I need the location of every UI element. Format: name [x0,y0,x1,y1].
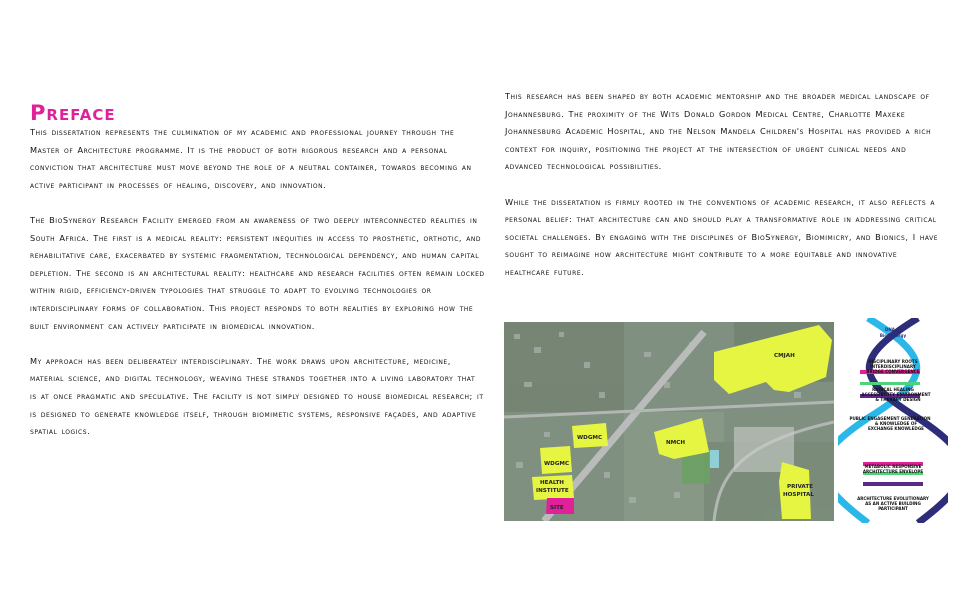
preface-paragraph: This research has been shaped by both academic mentorship and the broader medical landscape of Johannesburg. The proximity of the Wits Donald Gordon Medical Centre, Charlotte Maxeke Johannesburg Academic Hospital, and the Nelson Mandela Children's Hospital has provided a rich context for inquiry, positioning the project at the intersection of urgent clinical needs and advanced technological possibilities. [505,91,932,172]
dna-item-text: AS AN ACTIVE BUILDING [865,501,921,506]
dna-item-text: ARCHITECTURE ENVELOPE [862,469,924,474]
dna-item-text: RADICAL HEALING [872,387,914,392]
aerial-map-image [504,322,834,521]
dna-helix-graphic [838,318,948,523]
dna-item-text: EXCHANGE KNOWLEDGE [868,426,924,431]
dna-item-text: & THERAPY DESIGN [875,397,921,402]
cmjah-label: CMJAH [774,353,795,359]
dna-item-text: PARTICIPANT [878,506,908,511]
private-hospital-zone [779,462,811,519]
dna-item-text: ACCESSIBILITY ENVIRONMENT [861,392,931,397]
dna-title: BioSynergy [879,333,907,338]
dna-item-text: BRIDGE CONVERGENCE [866,369,920,374]
dna-title: DNA of [884,327,902,332]
dna-item-text: PUBLIC ENGAGEMENT GENERATION [849,416,931,421]
preface-left-column [30,124,485,458]
wdgmc-side-zone [540,446,572,474]
dna-biosynergy-diagram [838,318,948,523]
site-context-map [504,322,834,521]
private-hospital-label: PRIVATE [787,484,813,490]
dna-item-text: METABOLIC RESPONSIVE [864,464,922,469]
preface-paragraph: The BioSynergy Research Facility emerged from an awareness of two deeply interconnected realities in South Africa. The first is a medical reality: persistent inequities in access to prosthetic, orthotic, and rehabilitative care, exacerbated by systemic fragmentation, technological dependency, and human capital depletion. The second is an architectural reality: healthcare and research facilities often remain locked within rigid, efficiency-driven typologies that struggle to adapt to evolving technologies or interdisciplinary forms of collaboration. This project responds to both realities by exploring how the built environment can actively participate in biomedical innovation. [30,214,485,331]
preface-paragraph: My approach has been deliberately interdisciplinary. The work draws upon architecture, medicine, material science, and digital technology, weaving these strands together into a living laboratory that is at once pragmatic and speculative. The facility is not simply designed to house biomedical research; it is designed to generate knowledge itself, through biomimetic systems, responsive façades, and adaptive spatial logics. [30,355,484,437]
wdgmc-top-label: WDGMC [577,435,603,441]
health-institute-label: HEALTH [540,480,564,486]
health-institute-label: INSTITUTE [536,488,569,494]
dna-item-text: & KNOWLEDGE OF [874,421,918,426]
wdgmc-side-label: WDGMC [544,461,570,467]
dna-rung-green [860,382,920,385]
preface-title: Preface [30,101,116,125]
dna-item-text: DISCIPLINARY ROOTS [868,359,918,364]
preface-paragraph: This dissertation represents the culmination of my academic and professional journey through the Master of Architecture programme. It is the product of both rigorous research and a personal conviction that architecture must move beyond the role of a neutral container, towards becoming an active participant in processes of healing, discovery, and innovation. [30,127,472,190]
dna-item-text: ARCHITECTURE EVOLUTIONARY [857,496,929,501]
nmch-label: NMCH [666,440,686,446]
dna-item-text: INTERDISCIPLINARY [870,364,916,369]
dna-rung-purple [863,482,923,486]
preface-right-column [505,88,945,299]
site-label: SITE [550,505,564,511]
private-hospital-label: HOSPITAL [783,492,814,498]
preface-paragraph: While the dissertation is firmly rooted in the conventions of academic research, it also reflects a personal belief: that architecture can and should play a transformative role in addressing critical societal challenges. By engaging with the disciplines of BioSynergy, Biomimicry, and Bionics, I have sought to reimagine how architecture might contribute to a more equitable and innovative healthcare future. [505,196,939,277]
